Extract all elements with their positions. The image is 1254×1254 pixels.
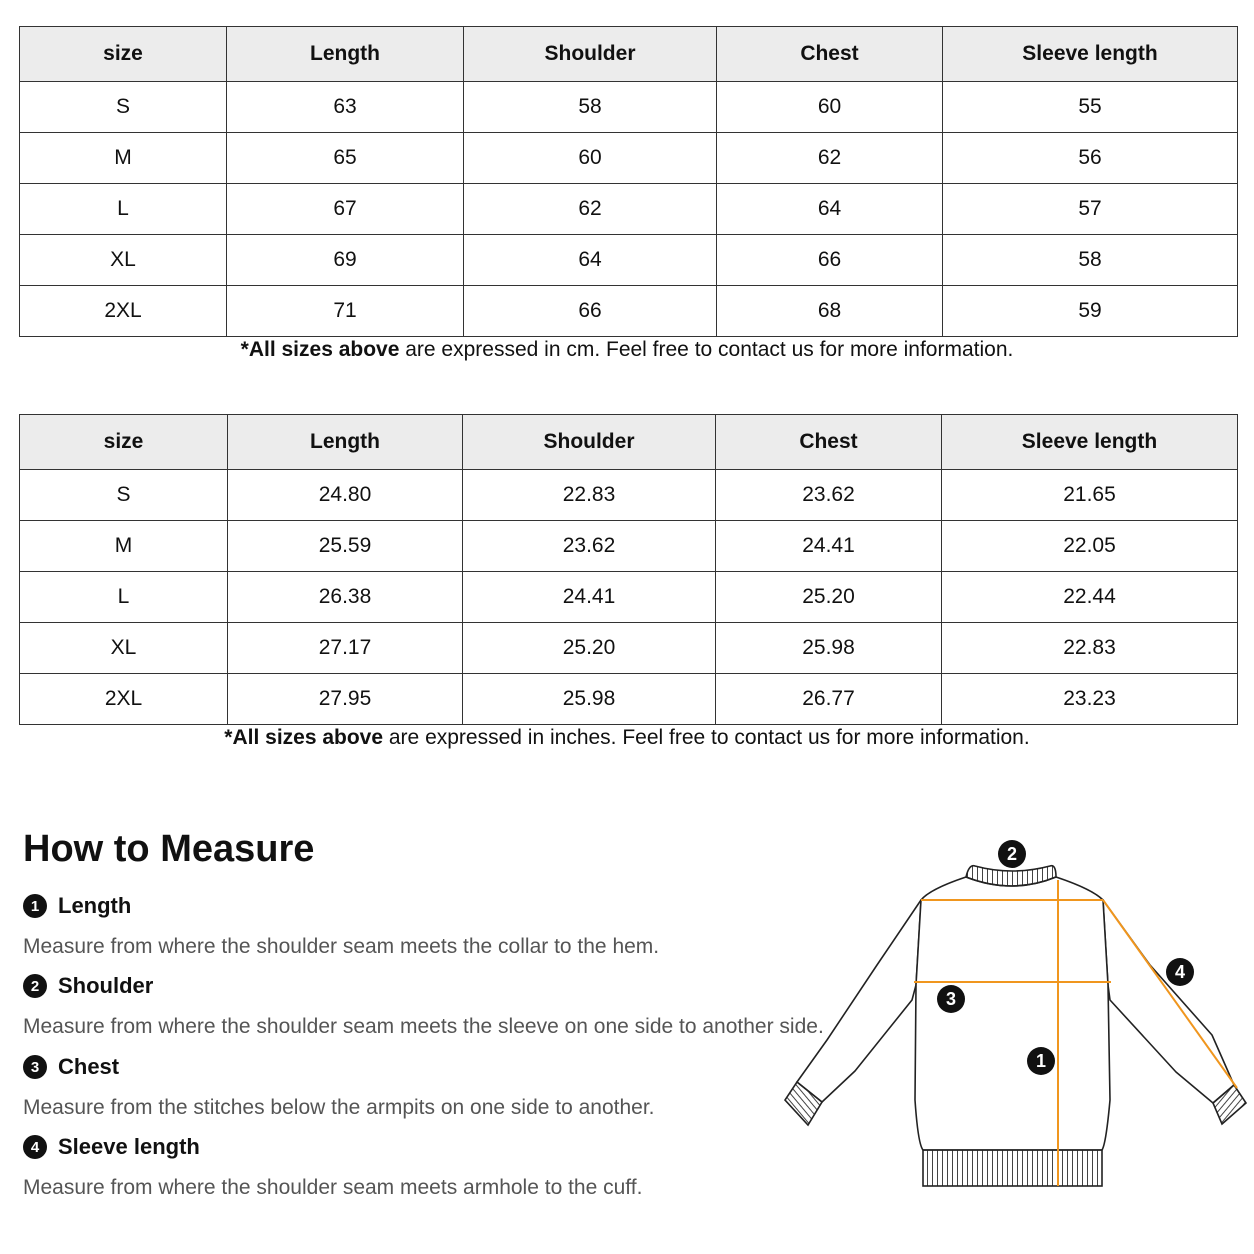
table-header-row [20, 415, 1238, 470]
table-cell: 25.98 [716, 623, 942, 674]
marker-1-label: 1 [1035, 1051, 1047, 1071]
header-size: size [20, 415, 228, 470]
table-row [20, 184, 1238, 235]
header-size: size [20, 27, 227, 82]
units-note-inches [0, 726, 1254, 750]
header-sleeve-length: Sleeve length [942, 415, 1238, 470]
table-cell: 27.17 [228, 623, 463, 674]
step-label: Sleeve length [58, 1134, 200, 1159]
table-cell: 2XL [20, 286, 227, 337]
table-row [20, 521, 1238, 572]
table-row [20, 623, 1238, 674]
table-cell: 62 [464, 184, 717, 235]
table-cell: 59 [943, 286, 1238, 337]
header-length: Length [227, 27, 464, 82]
table-cell: 24.41 [716, 521, 942, 572]
header-shoulder: Shoulder [464, 27, 717, 82]
step-heading [23, 973, 824, 999]
table-cell: M [20, 521, 228, 572]
number-badge-icon: 3 [23, 1055, 47, 1079]
note-text: are expressed in inches. Feel free to contact us for more information. [383, 726, 1030, 749]
size-table-cm [19, 26, 1238, 337]
note-text: are expressed in cm. Feel free to contact us for more information. [399, 338, 1014, 361]
marker-3-label: 3 [945, 989, 957, 1009]
table-cell: 22.44 [942, 572, 1238, 623]
step-sleeve-length [23, 1134, 642, 1200]
table-cell: 21.65 [942, 470, 1238, 521]
table-cell: 56 [943, 133, 1238, 184]
table-cell: 63 [227, 82, 464, 133]
table-cell: 26.38 [228, 572, 463, 623]
step-label: Length [58, 893, 132, 918]
table-row [20, 82, 1238, 133]
note-bold-text: *All sizes above [224, 726, 384, 749]
step-description: Measure from the stitches below the armpits on one side to another. [23, 1096, 655, 1119]
table-cell: 23.62 [463, 521, 716, 572]
table-cell: XL [20, 235, 227, 286]
step-label: Chest [58, 1054, 120, 1079]
step-heading [23, 1134, 642, 1160]
marker-2-label: 2 [1006, 844, 1018, 864]
table-cell: 62 [717, 133, 943, 184]
table-cell: 64 [464, 235, 717, 286]
table-cell: L [20, 184, 227, 235]
table-cell: 22.05 [942, 521, 1238, 572]
marker-3 [937, 985, 965, 1013]
note-bold-text: *All sizes above [240, 338, 400, 361]
table-cell: 57 [943, 184, 1238, 235]
table-cell: 2XL [20, 674, 228, 725]
table-cell: 58 [464, 82, 717, 133]
table-row [20, 470, 1238, 521]
header-sleeve-length: Sleeve length [943, 27, 1238, 82]
table-cell: S [20, 470, 228, 521]
table-cell: 24.41 [463, 572, 716, 623]
step-description: Measure from where the shoulder seam meets the sleeve on one side to another side. [23, 1015, 824, 1038]
table-cell: 55 [943, 82, 1238, 133]
table-cell: 22.83 [463, 470, 716, 521]
header-length: Length [228, 415, 463, 470]
marker-1 [1027, 1047, 1055, 1075]
table-cell: 58 [943, 235, 1238, 286]
step-heading [23, 1054, 655, 1080]
hem-ribbing [923, 1150, 1102, 1186]
size-table-inches [19, 414, 1238, 725]
step-shoulder [23, 973, 824, 1039]
table-row [20, 133, 1238, 184]
table-cell: 23.23 [942, 674, 1238, 725]
step-heading [23, 893, 659, 919]
table-cell: 25.59 [228, 521, 463, 572]
table-cell: S [20, 82, 227, 133]
table-cell: M [20, 133, 227, 184]
number-badge-icon: 4 [23, 1135, 47, 1159]
table-cell: 65 [227, 133, 464, 184]
table-row [20, 674, 1238, 725]
marker-4 [1166, 958, 1194, 986]
table-header-row [20, 27, 1238, 82]
table-cell: 25.20 [463, 623, 716, 674]
sweater-measurement-diagram [780, 835, 1250, 1195]
table-cell: 25.20 [716, 572, 942, 623]
table-cell: XL [20, 623, 228, 674]
table-cell: 64 [717, 184, 943, 235]
table-row [20, 572, 1238, 623]
table-cell: 25.98 [463, 674, 716, 725]
marker-4-label: 4 [1174, 962, 1186, 982]
number-badge-icon: 1 [23, 894, 47, 918]
step-label: Shoulder [58, 973, 154, 998]
table-cell: 66 [464, 286, 717, 337]
sweater-outline [797, 877, 1234, 1150]
number-badge-icon: 2 [23, 974, 47, 998]
header-chest: Chest [717, 27, 943, 82]
table-cell: 67 [227, 184, 464, 235]
table-cell: 69 [227, 235, 464, 286]
step-description: Measure from where the shoulder seam meets the collar to the hem. [23, 935, 660, 958]
table-cell: 71 [227, 286, 464, 337]
how-to-measure-title: How to Measure [23, 828, 315, 870]
step-description: Measure from where the shoulder seam meets armhole to the cuff. [23, 1176, 643, 1199]
table-cell: 23.62 [716, 470, 942, 521]
header-chest: Chest [716, 415, 942, 470]
table-row [20, 235, 1238, 286]
step-chest [23, 1054, 655, 1120]
table-cell: 60 [464, 133, 717, 184]
table-cell: 22.83 [942, 623, 1238, 674]
table-cell: 66 [717, 235, 943, 286]
table-cell: 68 [717, 286, 943, 337]
table-cell: 60 [717, 82, 943, 133]
marker-2 [998, 840, 1026, 868]
table-cell: 24.80 [228, 470, 463, 521]
table-cell: L [20, 572, 228, 623]
table-cell: 27.95 [228, 674, 463, 725]
header-shoulder: Shoulder [463, 415, 716, 470]
table-row [20, 286, 1238, 337]
units-note-cm [0, 338, 1254, 362]
step-length [23, 893, 659, 959]
table-cell: 26.77 [716, 674, 942, 725]
